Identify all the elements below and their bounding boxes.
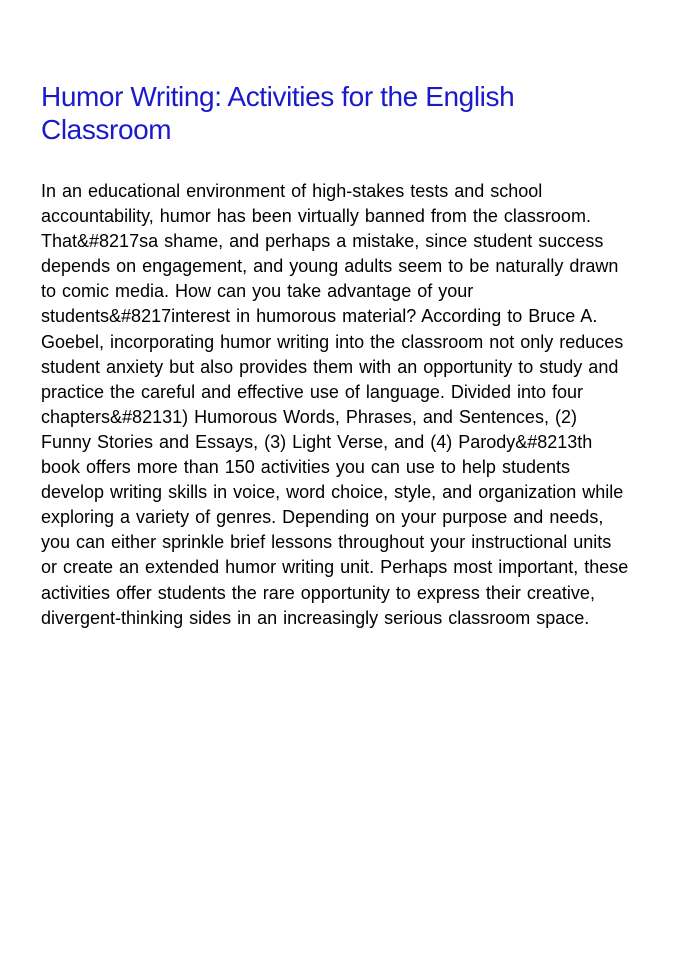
document-title: Humor Writing: Activities for the English Classroom (41, 81, 515, 145)
document-body: In an educational environment of high-stakes tests and school accountability, humor has been virtually banned from the classroom. That&#8217sa shame, and perhaps a mistake, since student success depends on engagement, and young adults seem to be naturally drawn to comic media. How can you take advantage of your students&#8217interest in humorous material? According to Bruce A. Goebel, incorporating humor writing into the classroom not only reduces student anxiety but also provides them with an opportunity to study and practice the careful and effective use of language. Divided into four chapters&#82131) Humorous Words, Phrases, and Sentences, (2) Funny Stories and Essays, (3) Light Verse, and (4) Parody&#8213th book offers more than 150 activities you can use to help students develop writing skills in voice, word choice, style, and organization while exploring a variety of genres. Depending on your purpose and needs, you can either sprinkle brief lessons throughout your instructional units or create an extended humor writing unit. Perhaps most important, these activities offer students the rare opportunity to express their creative, divergent-thinking sides in an increasingly serious classroom space. (41, 181, 629, 628)
